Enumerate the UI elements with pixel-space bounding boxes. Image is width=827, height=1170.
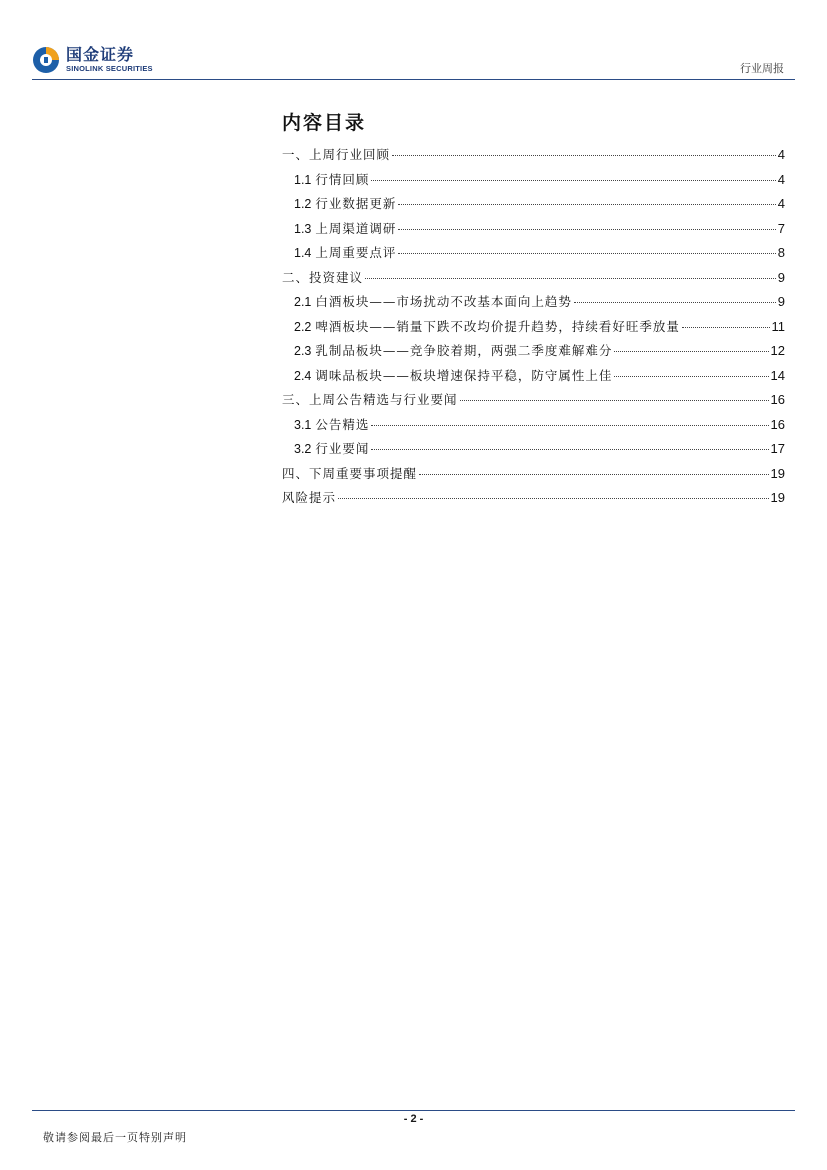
toc-entry-page: 14 [770, 367, 785, 383]
toc-entry-page: 8 [777, 245, 785, 260]
toc-entry[interactable] [282, 390, 785, 415]
toc-entry[interactable] [282, 243, 785, 268]
toc-entry-page: 7 [777, 220, 785, 236]
logo-english-name: SINOLINK SECURITIES [66, 64, 153, 74]
toc-entry-number: 1.3 [294, 221, 312, 236]
toc-dot-leader [574, 302, 776, 303]
toc-entry-page: 9 [777, 269, 785, 285]
toc-entry-number: 2.3 [294, 344, 312, 358]
toc-entry[interactable] [282, 415, 785, 440]
toc-entry-number: 1.1 [294, 172, 312, 187]
toc-entry[interactable] [282, 170, 785, 195]
toc-entry-text: 啤酒板块——销量下跌不改均价提升趋势，持续看好旺季放量 [315, 318, 680, 334]
toc-entry[interactable] [282, 439, 785, 464]
toc-dot-leader [371, 425, 768, 426]
toc-entry-page: 4 [777, 171, 785, 187]
page-number: - 2 - [403, 1113, 424, 1125]
footer-divider [32, 1110, 795, 1111]
toc-dot-leader [371, 180, 775, 181]
toc-entry[interactable] [282, 268, 785, 293]
disclaimer-note: 敬请参阅最后一页特别声明 [43, 1131, 187, 1144]
toc-entry-number: 3.2 [294, 442, 312, 456]
toc-dot-leader [371, 449, 768, 450]
toc-dot-leader [398, 253, 775, 254]
toc-title: 内容目录 [282, 112, 367, 134]
toc-entry-number: 2.2 [294, 319, 312, 334]
toc-entry-page: 17 [770, 441, 785, 456]
toc-dot-leader [419, 474, 769, 475]
sinolink-logo-icon [32, 46, 60, 74]
company-logo [32, 46, 153, 74]
toc-dot-leader [398, 229, 775, 230]
toc-entry[interactable] [282, 341, 785, 366]
toc-entry-page: 9 [777, 294, 785, 309]
page-header [0, 0, 827, 84]
toc-entry-page: 16 [770, 416, 785, 432]
toc-entry-number: 3.1 [294, 417, 312, 432]
toc-entry-page: 19 [770, 490, 785, 505]
toc-dot-leader [614, 351, 768, 352]
table-of-contents [282, 108, 785, 513]
toc-entry-text: 上周渠道调研 [315, 220, 397, 236]
toc-entry-text: 行业数据更新 [315, 196, 397, 211]
toc-dot-leader [392, 155, 776, 156]
toc-entry-text: 四、下周重要事项提醒 [282, 465, 418, 481]
toc-entry-page: 19 [770, 465, 785, 481]
toc-entry[interactable] [282, 317, 785, 342]
toc-entry-text: 三、上周公告精选与行业要闻 [282, 392, 458, 407]
toc-entry[interactable] [282, 488, 785, 513]
toc-entry-page: 4 [777, 147, 785, 162]
header-divider [32, 79, 795, 80]
toc-dot-leader [614, 376, 768, 377]
toc-entry-text: 上周重要点评 [315, 245, 397, 260]
toc-entry-page: 11 [771, 318, 785, 334]
toc-entry-text: 二、投资建议 [282, 269, 364, 285]
toc-list [282, 145, 785, 513]
toc-entry-number: 2.1 [294, 295, 312, 309]
toc-entry-page: 12 [770, 343, 785, 358]
toc-entry[interactable] [282, 366, 785, 391]
toc-entry-number: 2.4 [294, 368, 312, 383]
logo-chinese-name: 国金证券 [66, 45, 135, 65]
toc-entry-text: 调味品板块——板块增速保持平稳，防守属性上佳 [315, 367, 613, 383]
toc-entry-page: 16 [770, 392, 785, 407]
toc-entry-text: 乳制品板块——竞争胶着期，两强二季度难解难分 [315, 343, 613, 358]
toc-entry-number: 1.2 [294, 197, 312, 211]
toc-dot-leader [460, 400, 769, 401]
toc-entry-text: 行情回顾 [315, 171, 370, 187]
toc-entry[interactable] [282, 219, 785, 244]
toc-entry-text: 行业要闻 [315, 441, 370, 456]
toc-entry-text: 风险提示 [282, 490, 337, 505]
report-type-label: 行业周报 [740, 62, 784, 75]
toc-entry[interactable] [282, 464, 785, 489]
toc-dot-leader [398, 204, 775, 205]
toc-dot-leader [365, 278, 776, 279]
toc-entry-text: 公告精选 [315, 416, 370, 432]
toc-dot-leader [682, 327, 770, 328]
toc-entry-text: 一、上周行业回顾 [282, 147, 391, 162]
toc-entry[interactable] [282, 145, 785, 170]
toc-entry-page: 4 [777, 196, 785, 211]
toc-dot-leader [338, 498, 769, 499]
toc-entry[interactable] [282, 194, 785, 219]
toc-entry-number: 1.4 [294, 246, 312, 260]
toc-entry[interactable] [282, 292, 785, 317]
toc-entry-text: 白酒板块——市场扰动不改基本面向上趋势 [315, 294, 572, 309]
